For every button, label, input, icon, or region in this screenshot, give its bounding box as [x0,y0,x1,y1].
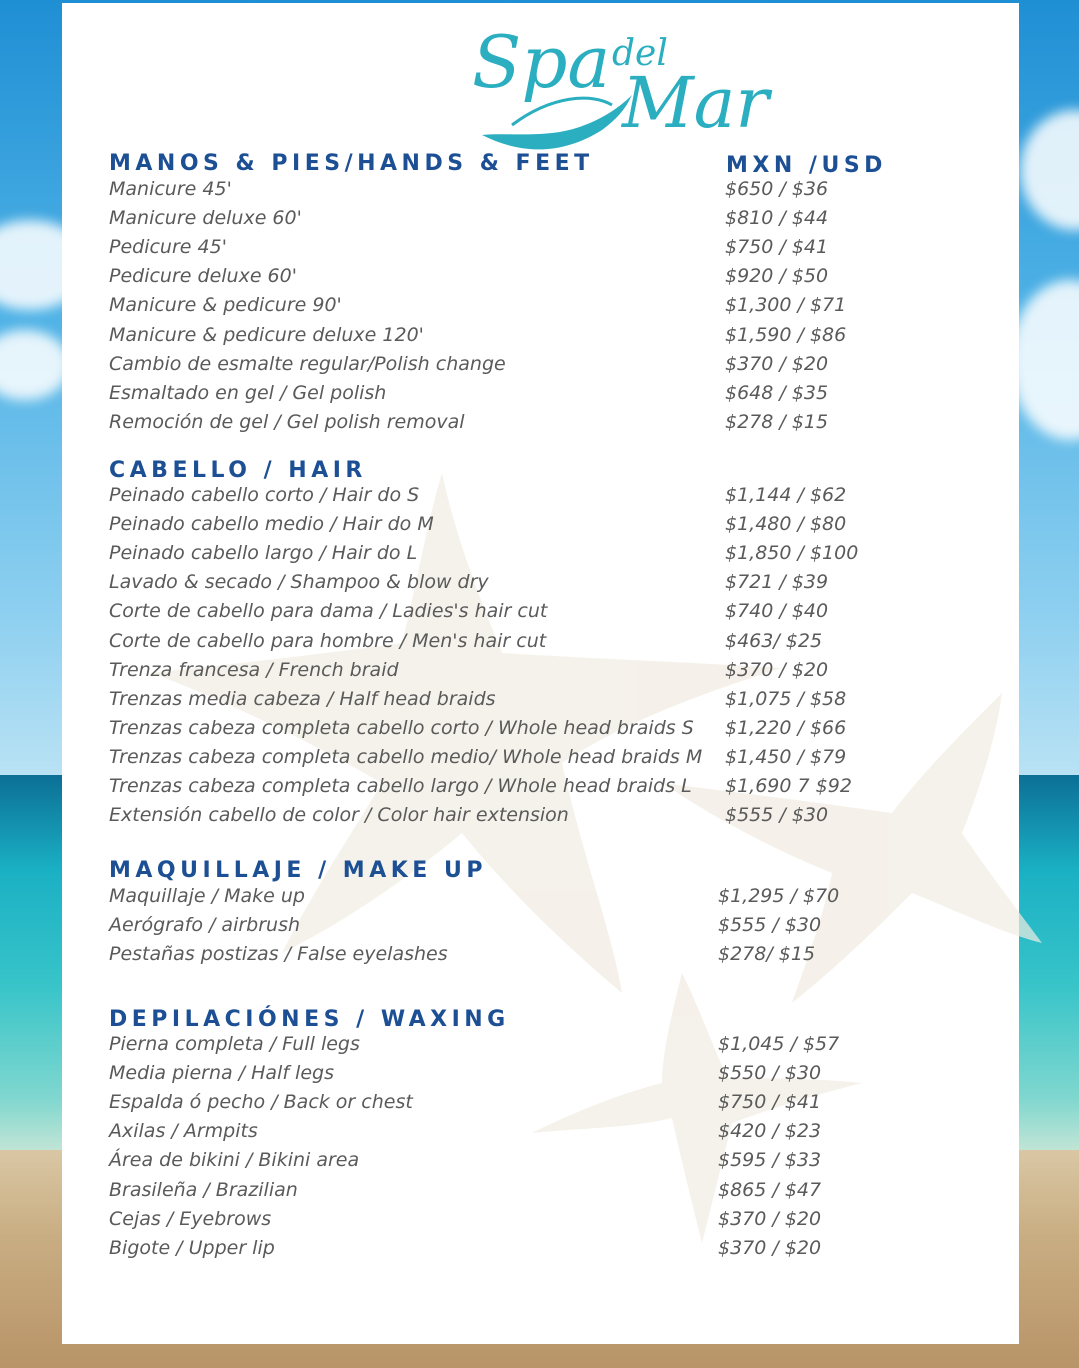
service-price: $370 / $20 [718,1236,822,1259]
service-price: $278 / $15 [725,410,829,433]
section-title-hands-feet: MANOS & PIES/HANDS & FEET [109,151,594,176]
service-name: Trenzas cabeza completa cabello medio/ Whole head braids M [109,745,703,768]
service-price: $750 / $41 [725,236,829,259]
service-row [109,382,909,408]
service-name: Manicure 45' [109,178,232,200]
service-row [109,484,909,510]
service-row [109,236,909,262]
service-row [109,1179,909,1205]
service-name: Aerógrafo / airbrush [109,914,301,936]
service-name: Lavado & secado / Shampoo & blow dry [109,571,489,594]
service-name: Espalda ó pecho / Back or chest [109,1091,413,1114]
service-row [109,1208,909,1234]
service-row [109,1237,909,1263]
service-name: Remoción de gel / Gel polish removal [109,410,465,433]
section-title-waxing: DEPILACIÓNES / WAXING [109,1007,510,1032]
service-name: Maquillaje / Make up [109,885,305,907]
service-name: Peinado cabello corto / Hair do S [109,484,420,506]
service-row [109,1062,909,1088]
service-name: Corte de cabello para dama / Ladies's hair cut [109,600,548,623]
service-row [109,542,909,568]
service-price: $555 / $30 [718,914,822,936]
logo-word-del: del [612,33,668,74]
service-row [109,1149,909,1175]
service-price: $1,690 7 $92 [725,775,852,797]
service-row [109,885,909,911]
service-price: $550 / $30 [718,1062,822,1085]
service-name: Trenzas cabeza completa cabello largo / Whole head braids L [109,775,692,797]
service-row [109,1033,909,1059]
spa-del-mar-logo [462,5,812,155]
service-row [109,411,909,437]
service-price: $1,144 / $62 [725,484,847,506]
service-price: $810 / $44 [725,207,829,230]
logo-word-spa: Spa [472,20,611,104]
section-title-makeup: MAQUILLAJE / MAKE UP [109,858,487,883]
service-row [109,688,909,714]
service-price: $721 / $39 [725,571,829,594]
service-price: $648 / $35 [725,381,829,404]
service-price: $920 / $50 [725,265,829,288]
service-name: Trenzas media cabeza / Half head braids [109,687,496,710]
service-row [109,571,909,597]
service-row [109,513,909,539]
service-name: Peinado cabello medio / Hair do M [109,513,434,536]
service-price: $1,450 / $79 [725,745,847,768]
service-price: $420 / $23 [718,1120,822,1143]
service-name: Media pierna / Half legs [109,1062,334,1085]
service-name: Pierna completa / Full legs [109,1033,360,1055]
service-price: $1,480 / $80 [725,513,847,536]
service-name: Área de bikini / Bikini area [109,1149,360,1172]
service-price: $865 / $47 [718,1178,822,1201]
service-price: $370 / $20 [725,352,829,375]
service-price: $278/ $15 [718,943,816,965]
service-name: Trenzas cabeza completa cabello corto / Whole head braids S [109,716,694,739]
service-price: $370 / $20 [718,1207,822,1230]
service-row [109,914,909,940]
service-row [109,775,909,801]
service-row [109,717,909,743]
service-row [109,178,909,204]
service-row [109,1091,909,1117]
service-row [109,600,909,626]
service-name: Trenza francesa / French braid [109,658,399,681]
service-name: Manicure & pedicure 90' [109,294,342,317]
service-name: Peinado cabello largo / Hair do L [109,542,418,565]
section-title-hair: CABELLO / HAIR [109,458,367,483]
service-row [109,294,909,320]
service-row [109,746,909,772]
price-column-header: MXN /USD [726,153,887,178]
service-name: Esmaltado en gel / Gel polish [109,381,387,404]
service-name: Extensión cabello de color / Color hair extension [109,804,569,827]
service-price: $1,075 / $58 [725,687,847,710]
service-row [109,943,909,969]
service-name: Cambio de esmalte regular/Polish change [109,352,506,375]
service-name: Manicure & pedicure deluxe 120' [109,323,424,346]
service-name: Brasileña / Brazilian [109,1178,298,1201]
service-name: Pedicure deluxe 60' [109,265,297,288]
service-price: $650 / $36 [725,178,829,200]
service-price: $740 / $40 [725,600,829,623]
service-name: Pedicure 45' [109,236,227,259]
service-name: Axilas / Armpits [109,1120,258,1143]
logo-word-mar: Mar [622,62,769,144]
service-row [109,324,909,350]
service-price: $595 / $33 [718,1149,822,1172]
service-price: $555 / $30 [725,804,829,827]
service-name: Pestañas postizas / False eyelashes [109,943,448,965]
service-price: $1,300 / $71 [725,294,847,317]
service-row [109,207,909,233]
service-price: $750 / $41 [718,1091,822,1114]
service-price: $1,220 / $66 [725,716,847,739]
service-price: $370 / $20 [725,658,829,681]
service-row [109,630,909,656]
service-row [109,1120,909,1146]
service-price: $1,850 / $100 [725,542,859,565]
service-name: Bigote / Upper lip [109,1236,275,1259]
service-row [109,265,909,291]
service-price: $1,590 / $86 [725,323,847,346]
service-row [109,353,909,379]
service-row [109,804,909,830]
service-price: $1,295 / $70 [718,885,840,907]
service-price: $1,045 / $57 [718,1033,840,1055]
service-name: Corte de cabello para hombre / Men's hair cut [109,629,547,652]
service-name: Manicure deluxe 60' [109,207,302,230]
service-price: $463/ $25 [725,629,823,652]
service-name: Cejas / Eyebrows [109,1207,272,1230]
service-row [109,659,909,685]
